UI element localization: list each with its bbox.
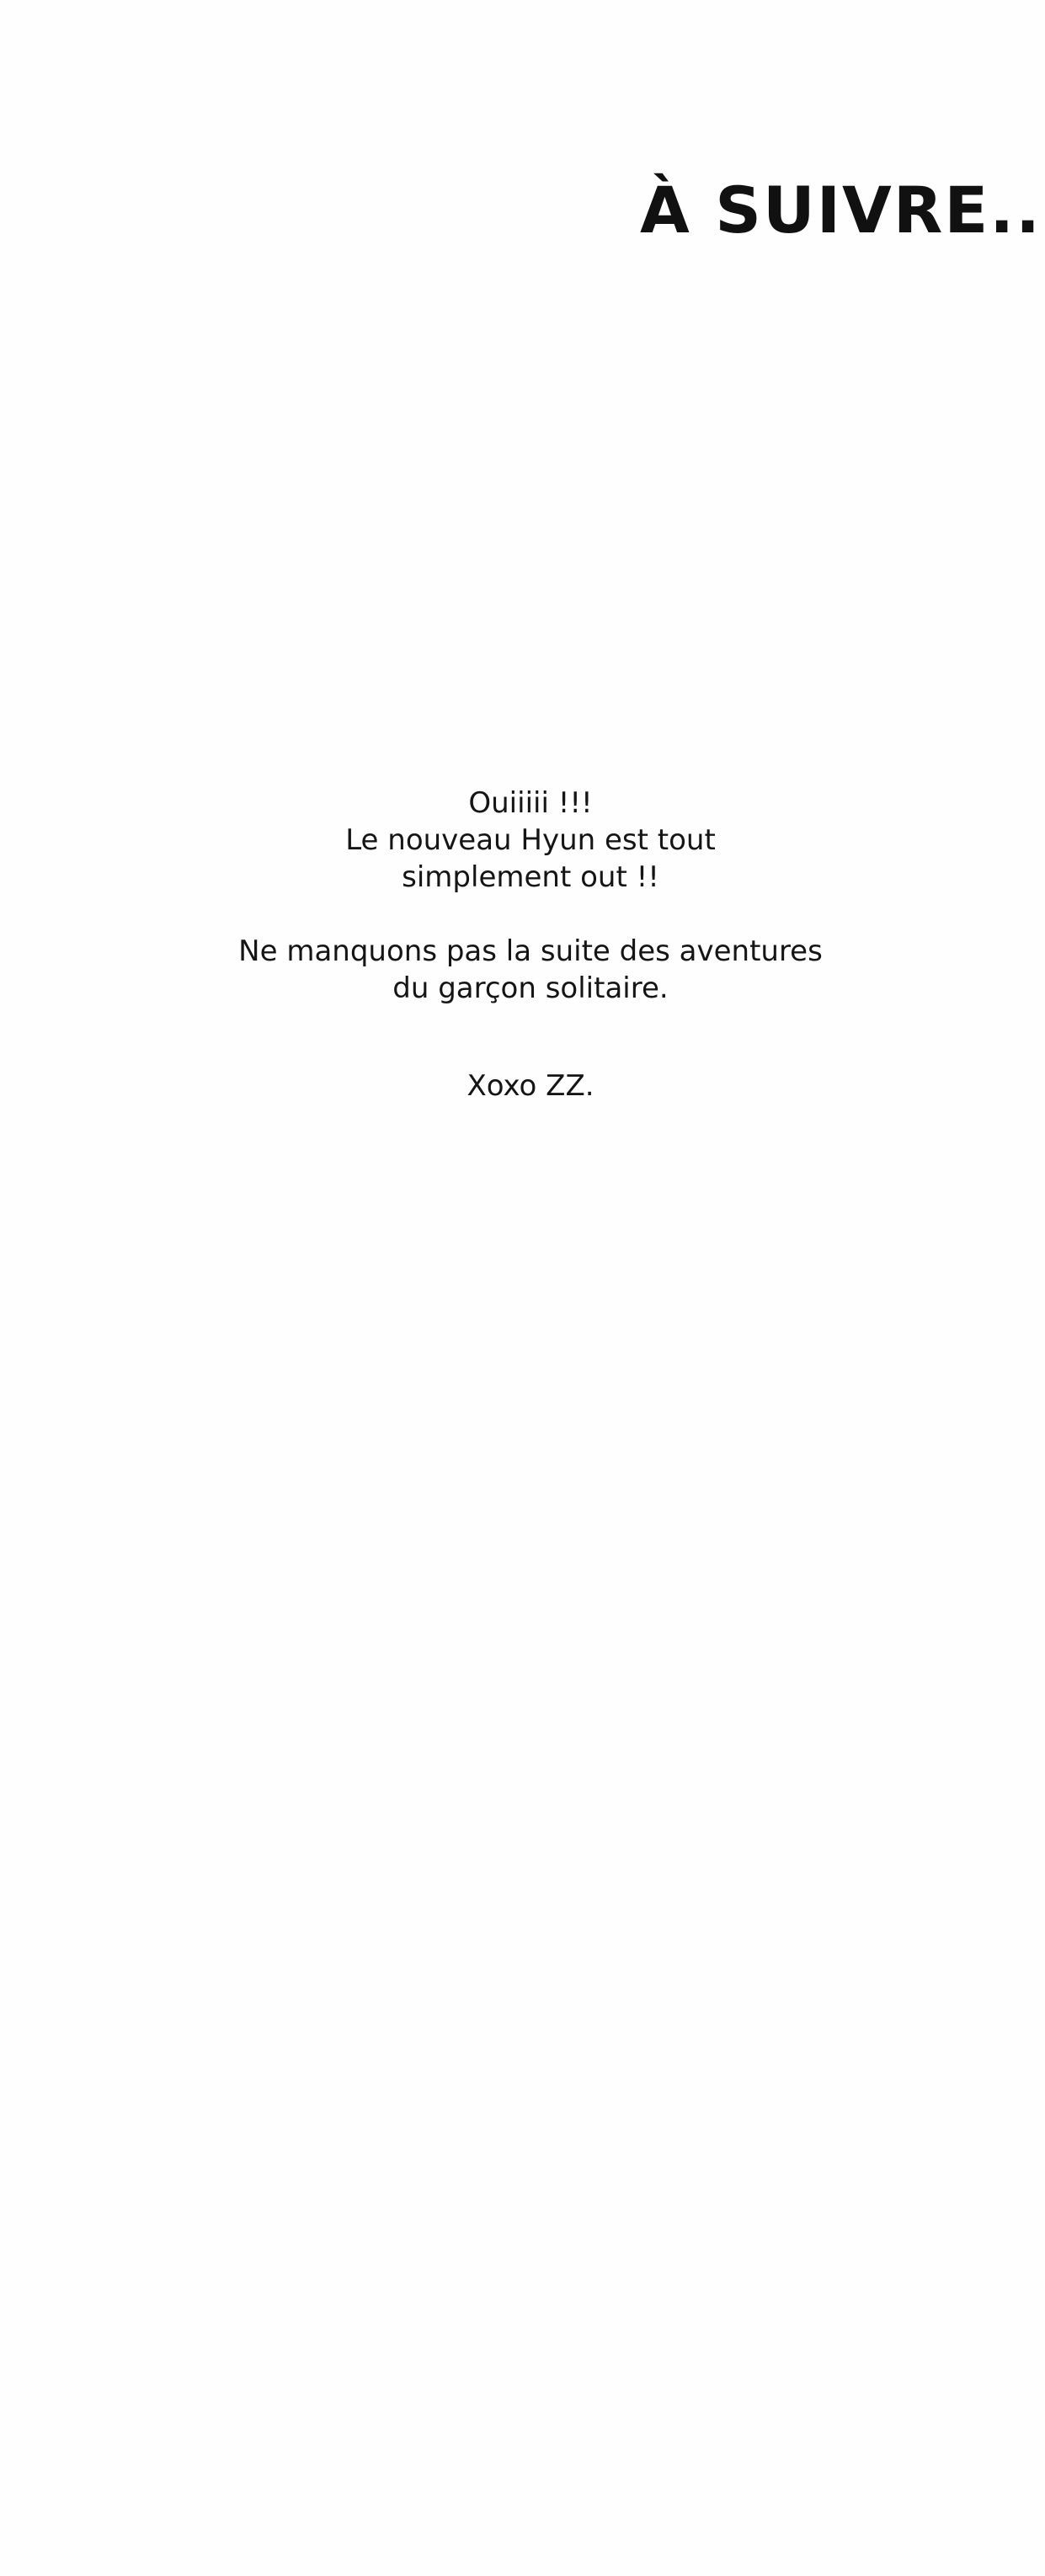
to-be-continued-title: À SUIVRE.. bbox=[640, 173, 1042, 247]
message-line-3: simplement out !! bbox=[402, 860, 659, 894]
message-line-5: du garçon solitaire. bbox=[392, 971, 669, 1005]
author-message bbox=[177, 785, 884, 1104]
message-line-2: Le nouveau Hyun est tout bbox=[345, 823, 716, 857]
message-spacer bbox=[177, 896, 884, 933]
message-line-4: Ne manquons pas la suite des aventures bbox=[238, 934, 823, 968]
message-spacer bbox=[177, 1007, 884, 1067]
message-line-1: Ouiiiii !!! bbox=[468, 786, 593, 820]
message-signature: Xoxo ZZ. bbox=[467, 1069, 594, 1103]
